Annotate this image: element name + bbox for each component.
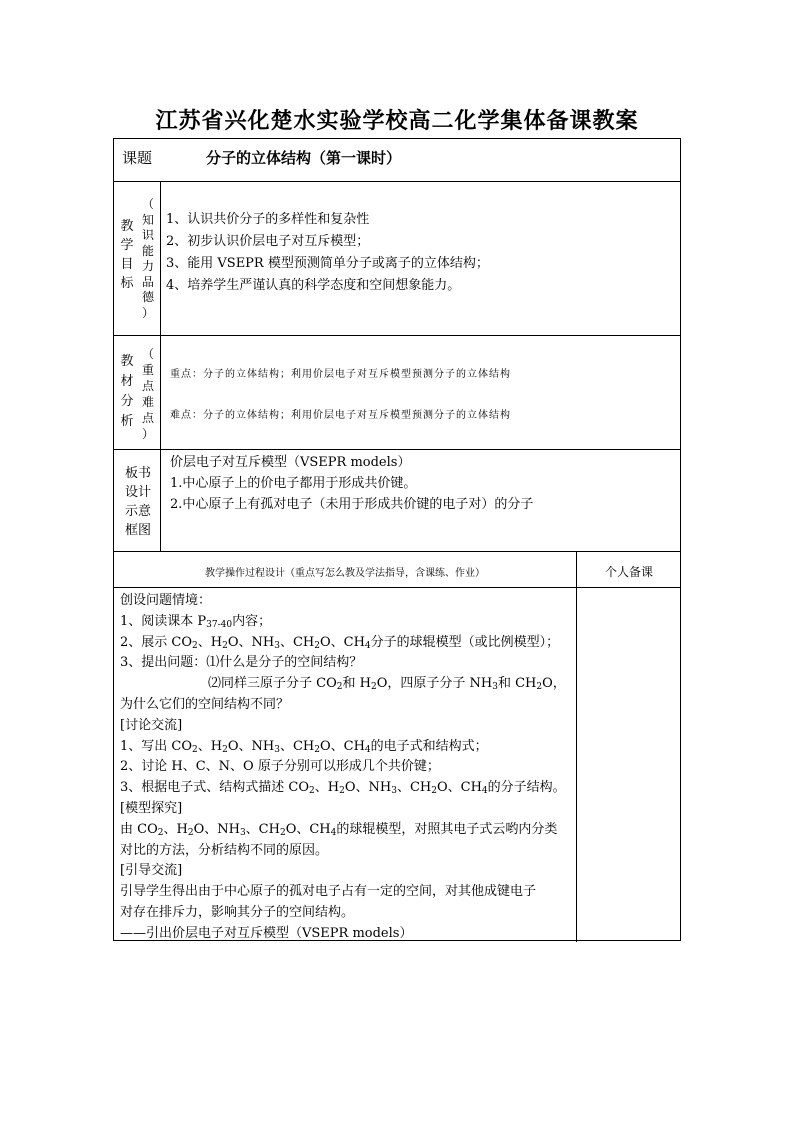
column-divider xyxy=(576,551,577,942)
notes-header: 个人备课 xyxy=(604,565,653,579)
process-line: 为什么它们的空间结构不同？ xyxy=(120,696,290,712)
process-line: 由 $CO_2$、$H_2O$、$NH_3$、$CH_2O$、$CH_4$的球辊模型，对照其电子式云哟内分类 xyxy=(120,821,558,838)
subject-label: 课题 xyxy=(122,149,153,167)
key-point: 重点：分子的立体结构；利用价层电子对互斥模型预测分子的立体结构 xyxy=(170,369,511,380)
objectives-list xyxy=(166,209,489,297)
objectives-label: 教 学 目 标 xyxy=(120,219,134,291)
board-line: 2.中心原子上有孤对电子（未用于形成共价键的电子对）的分子 xyxy=(170,497,534,512)
board-label: 板书 设计 示意 框图 xyxy=(124,466,151,538)
row-divider xyxy=(114,181,680,182)
document-title: 江苏省兴化楚水实验学校高二化学集体备课教案 xyxy=(155,108,639,134)
process-line: ⑵同样三原子分子 $CO_2$和 $H_2O$，四原子分子 $NH_3$和 $CH_2O$， xyxy=(208,676,566,693)
process-line: [模型探究] xyxy=(120,800,183,816)
process-line: 2、讨论 H、C、N、O 原子分别可以形成几个共价键； xyxy=(120,759,440,775)
board-content xyxy=(170,452,533,515)
process-line: [讨论交流] xyxy=(120,717,183,733)
row-divider xyxy=(114,335,680,336)
objective-item: 2、初步认识价层电子对互斥模型； xyxy=(166,234,370,249)
process-line: 2、展示 $CO_2$、$H_2O$、$NH_3$、$CH_2O$、$CH_4$分子的球辊模型（或比例模型）； xyxy=(120,634,560,651)
objective-item: 4、培养学生严谨认真的科学态度和空间想象能力。 xyxy=(166,278,461,293)
process-line: 3、根据电子式、结构式描述 $CO_2$、$H_2O$、$NH_3$、$CH_2O$、$CH_4$的分子结构。 xyxy=(120,780,566,797)
process-content xyxy=(120,591,572,945)
analysis-sublabel: （ 重 点 难 点 ） xyxy=(141,347,154,441)
process-line: 3、提出问题：⑴什么是分子的空间结构？ xyxy=(120,655,363,671)
analysis-label: 教 材 分 析 xyxy=(120,354,134,429)
objective-item: 1、认识共价分子的多样性和复杂性 xyxy=(166,212,370,227)
subject-title: 分子的立体结构（第一课时） xyxy=(206,149,402,167)
board-line: 价层电子对互斥模型（VSEPR models） xyxy=(170,455,411,470)
process-line: ——引出价层电子对互斥模型（VSEPR models） xyxy=(120,925,413,941)
column-divider xyxy=(160,181,161,551)
row-divider xyxy=(114,587,680,588)
process-line: 1、阅读课本 $P_{37-40}$内容； xyxy=(120,613,272,630)
process-line: 引导学生得出由于中心原子的孤对电子占有一定的空间，对其他成键电子 xyxy=(120,884,537,900)
process-line: 1、写出 $CO_2$、$H_2O$、$NH_3$、$CH_2O$、$CH_4$的电子式和结构式； xyxy=(120,738,488,755)
lesson-plan-table xyxy=(113,138,681,941)
board-line: 1.中心原子上的价电子都用于形成共价键。 xyxy=(170,476,417,491)
objectives-sublabel: （ 知 识 能 力 品 德 ） xyxy=(141,197,154,320)
process-header: 教学操作过程设计（重点写怎么教及学法指导，含课练、作业） xyxy=(205,568,485,579)
process-line: 创设问题情境： xyxy=(120,593,212,608)
difficult-point: 难点：分子的立体结构；利用价层电子对互斥模型预测分子的立体结构 xyxy=(170,410,511,421)
process-line: [引导交流] xyxy=(120,863,183,879)
row-divider xyxy=(114,551,680,552)
process-line: 对存在排斥力，影响其分子的空间结构。 xyxy=(120,904,355,920)
objective-item: 3、能用 VSEPR 模型预测简单分子或离子的立体结构； xyxy=(166,256,489,271)
process-line: 对比的方法，分析结构不同的原因。 xyxy=(120,842,329,858)
row-divider xyxy=(114,449,680,450)
